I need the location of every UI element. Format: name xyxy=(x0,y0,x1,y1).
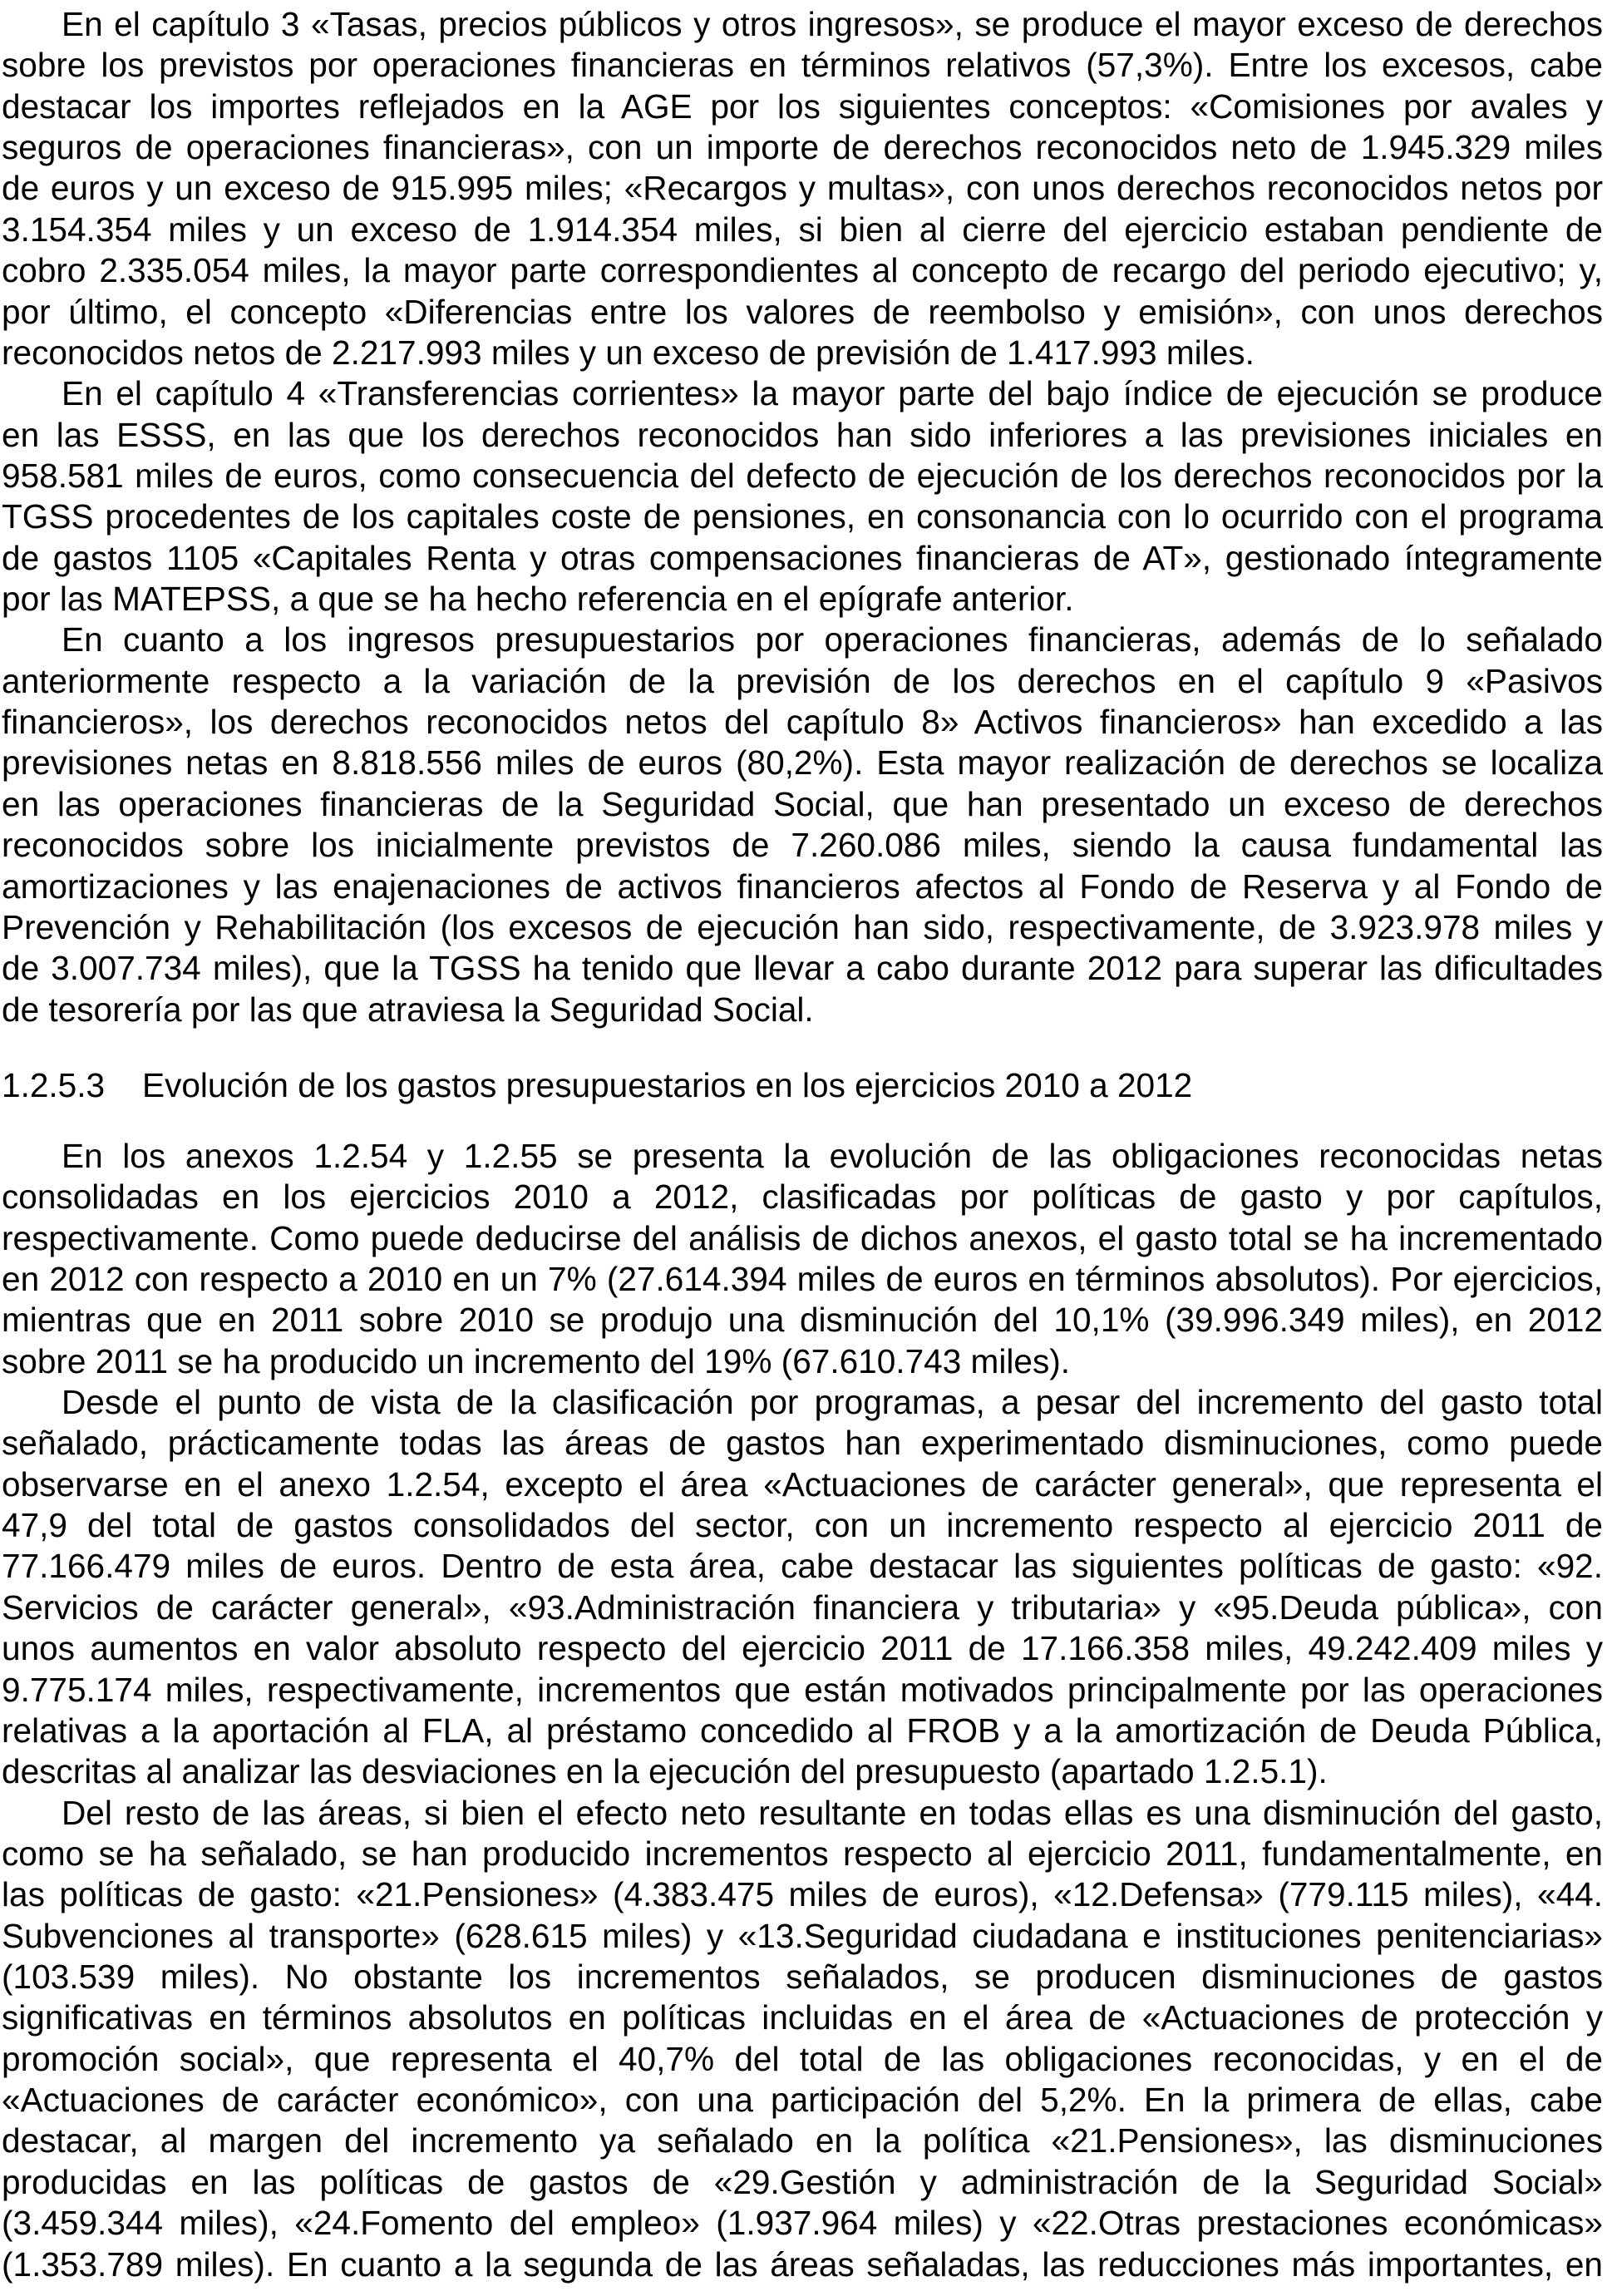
text-line: (1.353.789 miles). En cuanto a la segunda de las áreas señaladas, las reducciones más importantes, en xyxy=(2,2244,1603,2284)
section-number: 1.2.5.3 xyxy=(2,1066,106,1105)
text-line: amortizaciones y las enajenaciones de activos financieros afectos al Fondo de Reserva y al Fondo de xyxy=(2,867,1603,906)
text-line: cobro 2.335.054 miles, la mayor parte correspondientes al concepto de recargo del periodo ejecutivo; y, xyxy=(2,251,1603,290)
text-line: 77.166.479 miles de euros. Dentro de esta área, cabe destacar las siguientes políticas de gasto: «92. xyxy=(2,1547,1603,1586)
text-line: señalado, prácticamente todas las áreas de gastos han experimentado disminuciones, como puede xyxy=(2,1424,1603,1463)
text-line: significativas en términos absolutos en políticas incluidas en el área de «Actuaciones de protección y xyxy=(2,1998,1603,2037)
text-line: producidas en las políticas de gastos de «29.Gestión y administración de la Seguridad Social» xyxy=(2,2162,1603,2201)
text-line: En cuanto a los ingresos presupuestarios por operaciones financieras, además de lo señalado xyxy=(62,620,1603,659)
text-line: como se ha señalado, se han producido incrementos respecto al ejercicio 2011, fundamentalmente, en xyxy=(2,1834,1603,1873)
text-line: previsiones netas en 8.818.556 miles de euros (80,2%). Esta mayor realización de derechos se localiza xyxy=(2,743,1603,783)
paragraph xyxy=(2,620,1603,1030)
text-line: (3.459.344 miles), «24.Fomento del empleo» (1.937.964 miles) y «22.Otras prestaciones económicas» xyxy=(2,2204,1603,2243)
text-line: unos aumentos en valor absoluto respecto del ejercicio 2011 de 17.166.358 miles, 49.242.409 miles y xyxy=(2,1629,1603,1668)
section-heading xyxy=(2,1065,1603,1106)
text-line: financieros», los derechos reconocidos netos del capítulo 8» Activos financieros» han excedido a las xyxy=(2,703,1603,742)
text-line: Servicios de carácter general», «93.Administración financiera y tributaria» y «95.Deuda pública», con xyxy=(2,1587,1603,1627)
text-line: mientras que en 2011 sobre 2010 se produjo una disminución del 10,1% (39.996.349 miles), en 2012 xyxy=(2,1301,1603,1340)
text-line: Del resto de las áreas, si bien el efecto neto resultante en todas ellas es una disminución del gasto, xyxy=(62,1793,1603,1832)
text-line: «Actuaciones de carácter económico», con una participación del 5,2%. En la primera de ellas, cabe xyxy=(2,2081,1603,2120)
text-line: Subvenciones al transporte» (628.615 miles) y «13.Seguridad ciudadana e instituciones penitenciarias» xyxy=(2,1916,1603,1955)
text-line: Desde el punto de vista de la clasificación por programas, a pesar del incremento del gasto total xyxy=(62,1382,1603,1421)
text-line: reconocidos netos de 2.217.993 miles y un exceso de previsión de 1.417.993 miles. xyxy=(2,333,1255,372)
paragraph xyxy=(2,1793,1603,2285)
text-line: sobre 2011 se ha producido un incremento del 19% (67.610.743 miles). xyxy=(2,1341,1071,1380)
text-line: En el capítulo 4 «Transferencias corrientes» la mayor parte del bajo índice de ejecución se produce xyxy=(62,374,1603,413)
text-line: de euros y un exceso de 915.995 miles; «Recargos y multas», con unos derechos reconocidos netos por xyxy=(2,169,1603,208)
text-line: destacar, al margen del incremento ya señalado en la política «21.Pensiones», las disminuciones xyxy=(2,2121,1603,2160)
text-line: observarse en el anexo 1.2.54, excepto el área «Actuaciones de carácter general», que representa el xyxy=(2,1464,1603,1504)
text-line: reconocidos sobre los inicialmente previstos de 7.260.086 miles, siendo la causa fundamental las xyxy=(2,826,1603,865)
text-line: las políticas de gasto: «21.Pensiones» (4.383.475 miles de euros), «12.Defensa» (779.115 miles), «44. xyxy=(2,1875,1603,1914)
text-line: promoción social», que representa el 40,7% del total de las obligaciones reconocidas, y en el de xyxy=(2,2039,1603,2078)
text-line: sobre los previstos por operaciones financieras en términos relativos (57,3%). Entre los excesos, cabe xyxy=(2,46,1603,85)
text-line: En los anexos 1.2.54 y 1.2.55 se presenta la evolución de las obligaciones reconocidas netas xyxy=(62,1136,1603,1175)
text-line: en las operaciones financieras de la Seguridad Social, que han presentado un exceso de derechos xyxy=(2,784,1603,823)
text-line: de tesorería por las que atraviesa la Seguridad Social. xyxy=(2,990,814,1029)
paragraph xyxy=(2,1136,1603,1382)
text-line: consolidadas en los ejercicios 2010 a 2012, clasificadas por políticas de gasto y por capítulos, xyxy=(2,1178,1603,1217)
text-line: en las ESSS, en las que los derechos reconocidos han sido inferiores a las previsiones iniciales en xyxy=(2,415,1603,454)
text-line: anteriormente respecto a la variación de la previsión de los derechos en el capítulo 9 «Pasivos xyxy=(2,661,1603,700)
text-line: por las MATEPSS, a que se ha hecho referencia en el epígrafe anterior. xyxy=(2,580,1074,619)
text-line: En el capítulo 3 «Tasas, precios públicos y otros ingresos», se produce el mayor exceso de derechos xyxy=(62,5,1603,43)
paragraph xyxy=(2,1382,1603,1793)
text-line: de gastos 1105 «Capitales Renta y otras compensaciones financieras de AT», gestionado íntegramente xyxy=(2,538,1603,577)
text-line: respectivamente. Como puede deducirse del análisis de dichos anexos, el gasto total se ha incrementado xyxy=(2,1218,1603,1257)
paragraph xyxy=(2,4,1603,373)
text-line: 958.581 miles de euros, como consecuencia del defecto de ejecución de los derechos reconocidos por la xyxy=(2,456,1603,495)
text-line: descritas al analizar las desviaciones en la ejecución del presupuesto (apartado 1.2.5.1). xyxy=(2,1752,1328,1791)
text-line: relativas a la aportación al FLA, al préstamo concedido al FROB y a la amortización de Deuda Pública, xyxy=(2,1711,1603,1750)
paragraph xyxy=(2,373,1603,620)
text-line: de 3.007.734 miles), que la TGSS ha tenido que llevar a cabo durante 2012 para superar las dificultades xyxy=(2,949,1603,988)
text-line: destacar los importes reflejados en la AGE por los siguientes conceptos: «Comisiones por avales y xyxy=(2,86,1603,126)
document-body xyxy=(2,4,1603,2285)
text-line: TGSS procedentes de los capitales coste de pensiones, en consonancia con lo ocurrido con el programa xyxy=(2,497,1603,536)
text-line: (103.539 miles). No obstante los incrementos señalados, se producen disminuciones de gastos xyxy=(2,1958,1603,1997)
text-line: 9.775.174 miles, respectivamente, incrementos que están motivados principalmente por las operaciones xyxy=(2,1670,1603,1709)
text-line: 47,9 del total de gastos consolidados del sector, con un incremento respecto al ejercicio 2011 de xyxy=(2,1506,1603,1545)
text-line: seguros de operaciones financieras», con un importe de derechos reconocidos neto de 1.945.329 miles xyxy=(2,128,1603,167)
text-line: 3.154.354 miles y un exceso de 1.914.354 miles, si bien al cierre del ejercicio estaban pendiente de xyxy=(2,210,1603,249)
text-line: en 2012 con respecto a 2010 en un 7% (27.614.394 miles de euros en términos absolutos). Por ejercicios, xyxy=(2,1259,1603,1298)
text-line: por último, el concepto «Diferencias entre los valores de reembolso y emisión», con unos derechos xyxy=(2,292,1603,331)
text-line: Prevención y Rehabilitación (los excesos de ejecución han sido, respectivamente, de 3.923.978 miles y xyxy=(2,907,1603,946)
section-title: Evolución de los gastos presupuestarios en los ejercicios 2010 a 2012 xyxy=(142,1066,1193,1105)
